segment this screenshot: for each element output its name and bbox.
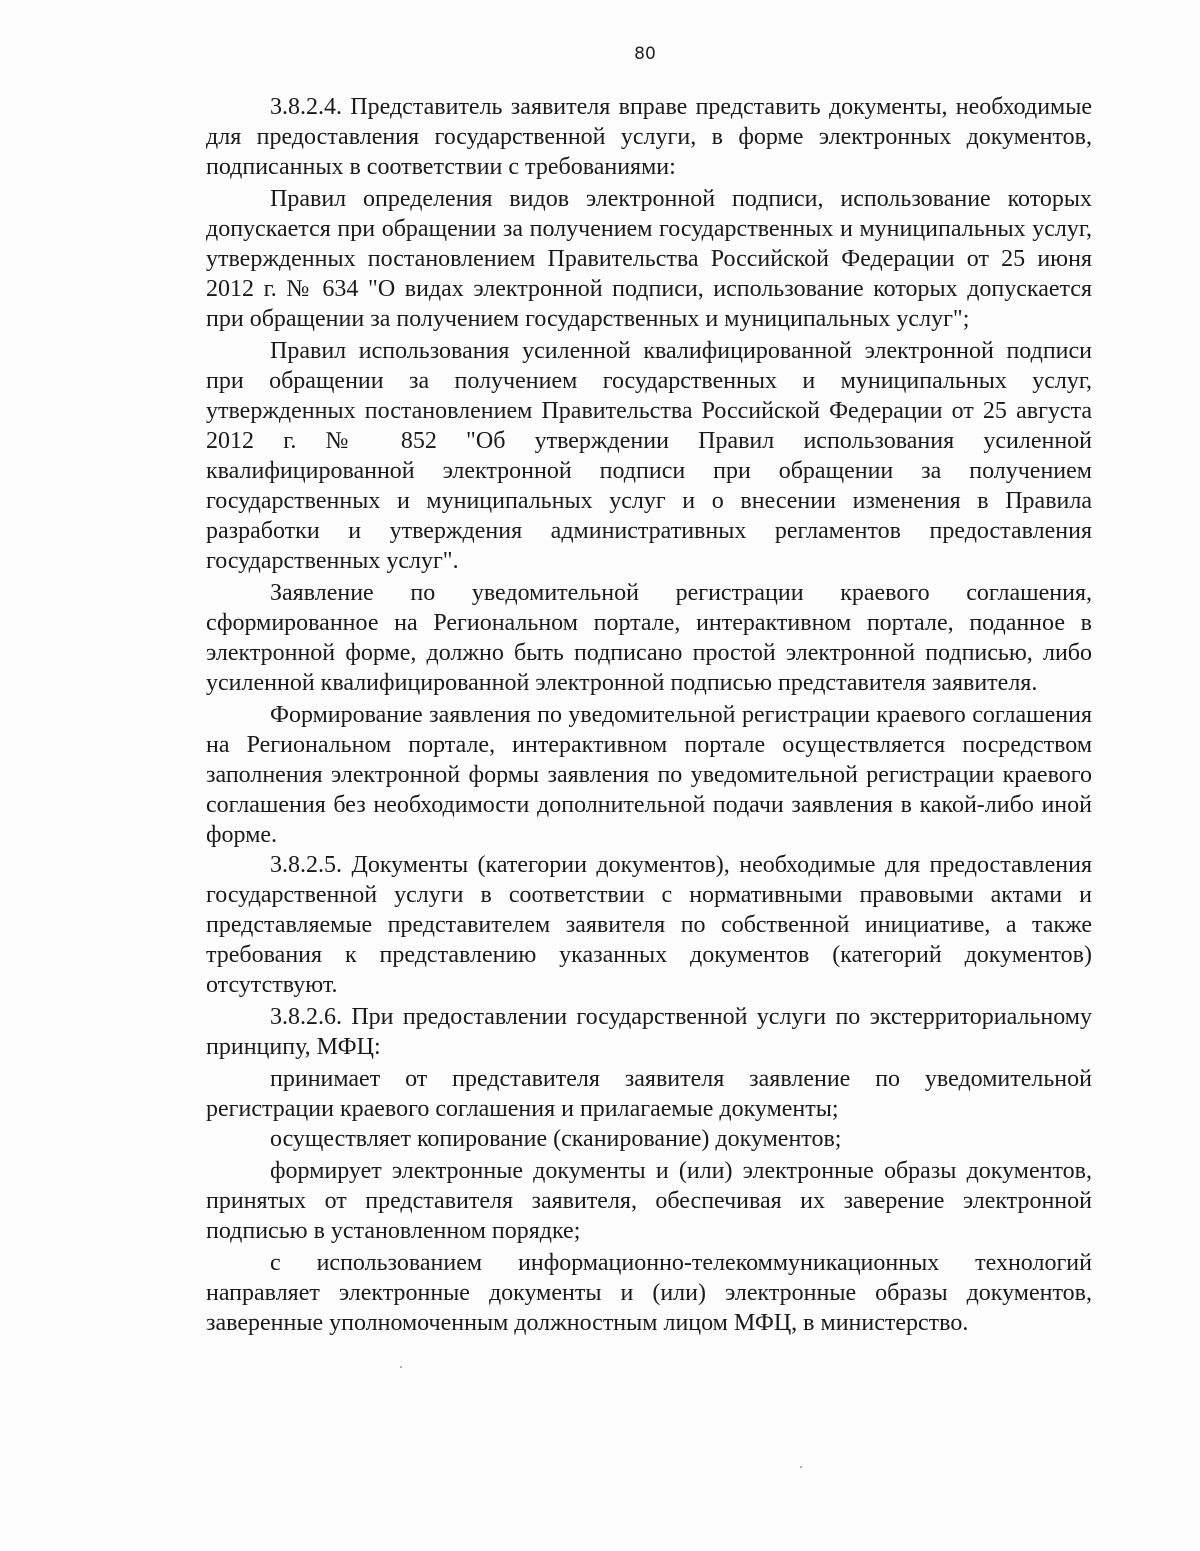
- paragraph-rules-signature-types: Правил определения видов электронной подписи, использование которых допускается при обращении за получением государственных и муниципальных услуг, утвержденных постановлением Правительства Российской Федерации от 25 июня 2012 г. № 634 "О видах электронной подписи, использование которых допускается при обращении за получением государственных и муниципальных услуг";: [206, 186, 1092, 332]
- list-item-forms: формирует электронные документы и (или) электронные образы документов, принятых от представителя заявителя, обеспечивая их заверение электронной подписью в установленном порядке;: [206, 1158, 1092, 1244]
- paragraph-rules-qualified-signature: Правил использования усиленной квалифицированной электронной подписи при обращении за получением государственных и муниципальных услуг, утвержденных постановлением Правительства Российской Федерации от 25 августа 2012 г. № 852 "Об утверждении Правил использования усиленной квалифицированной электронной подписи при обращении за получением государственных и муниципальных услуг и о внесении изменения в Правила разработки и утверждения административных регламентов предоставления государственных услуг".: [206, 338, 1092, 574]
- paragraph-3-8-2-6: 3.8.2.6. При предоставлении государственной услуги по экстерриториальному принципу, МФЦ:: [206, 1004, 1092, 1060]
- paragraph-3-8-2-5: 3.8.2.5. Документы (категории документов), необходимые для предоставления государственной услуги в соответствии с нормативными правовыми актами и представляемые представителем заявителя по собственной инициативе, а также требования к представлению указанных документов (категорий документов) отсутствуют.: [206, 852, 1092, 998]
- list-item-copies: осуществляет копирование (сканирование) документов;: [270, 1126, 842, 1152]
- scan-speck: [400, 1366, 402, 1368]
- scan-speck: [800, 1466, 802, 1468]
- page-number: 80: [634, 44, 656, 64]
- list-item-accepts: принимает от представителя заявителя заявление по уведомительной регистрации краевого соглашения и прилагаемые документы;: [206, 1066, 1092, 1122]
- paragraph-3-8-2-4: 3.8.2.4. Представитель заявителя вправе представить документы, необходимые для предоставления государственной услуги, в форме электронных документов, подписанных в соответствии с требованиями:: [206, 94, 1092, 180]
- paragraph-application-signing: Заявление по уведомительной регистрации краевого соглашения, сформированное на Региональном портале, интерактивном портале, поданное в электронной форме, должно быть подписано простой электронной подписью, либо усиленной квалифицированной электронной подписью представителя заявителя.: [206, 580, 1092, 696]
- list-item-sends: с использованием информационно-телекоммуникационных технологий направляет электронные документы и (или) электронные образы документов, заверенные уполномоченным должностным лицом МФЦ, в министерство.: [206, 1250, 1092, 1336]
- document-body: [206, 92, 1092, 1338]
- paragraph-application-forming: Формирование заявления по уведомительной регистрации краевого соглашения на Региональном портале, интерактивном портале осуществляется посредством заполнения электронной формы заявления по уведомительной регистрации краевого соглашения без необходимости дополнительной подачи заявления в какой-либо иной форме.: [206, 702, 1092, 848]
